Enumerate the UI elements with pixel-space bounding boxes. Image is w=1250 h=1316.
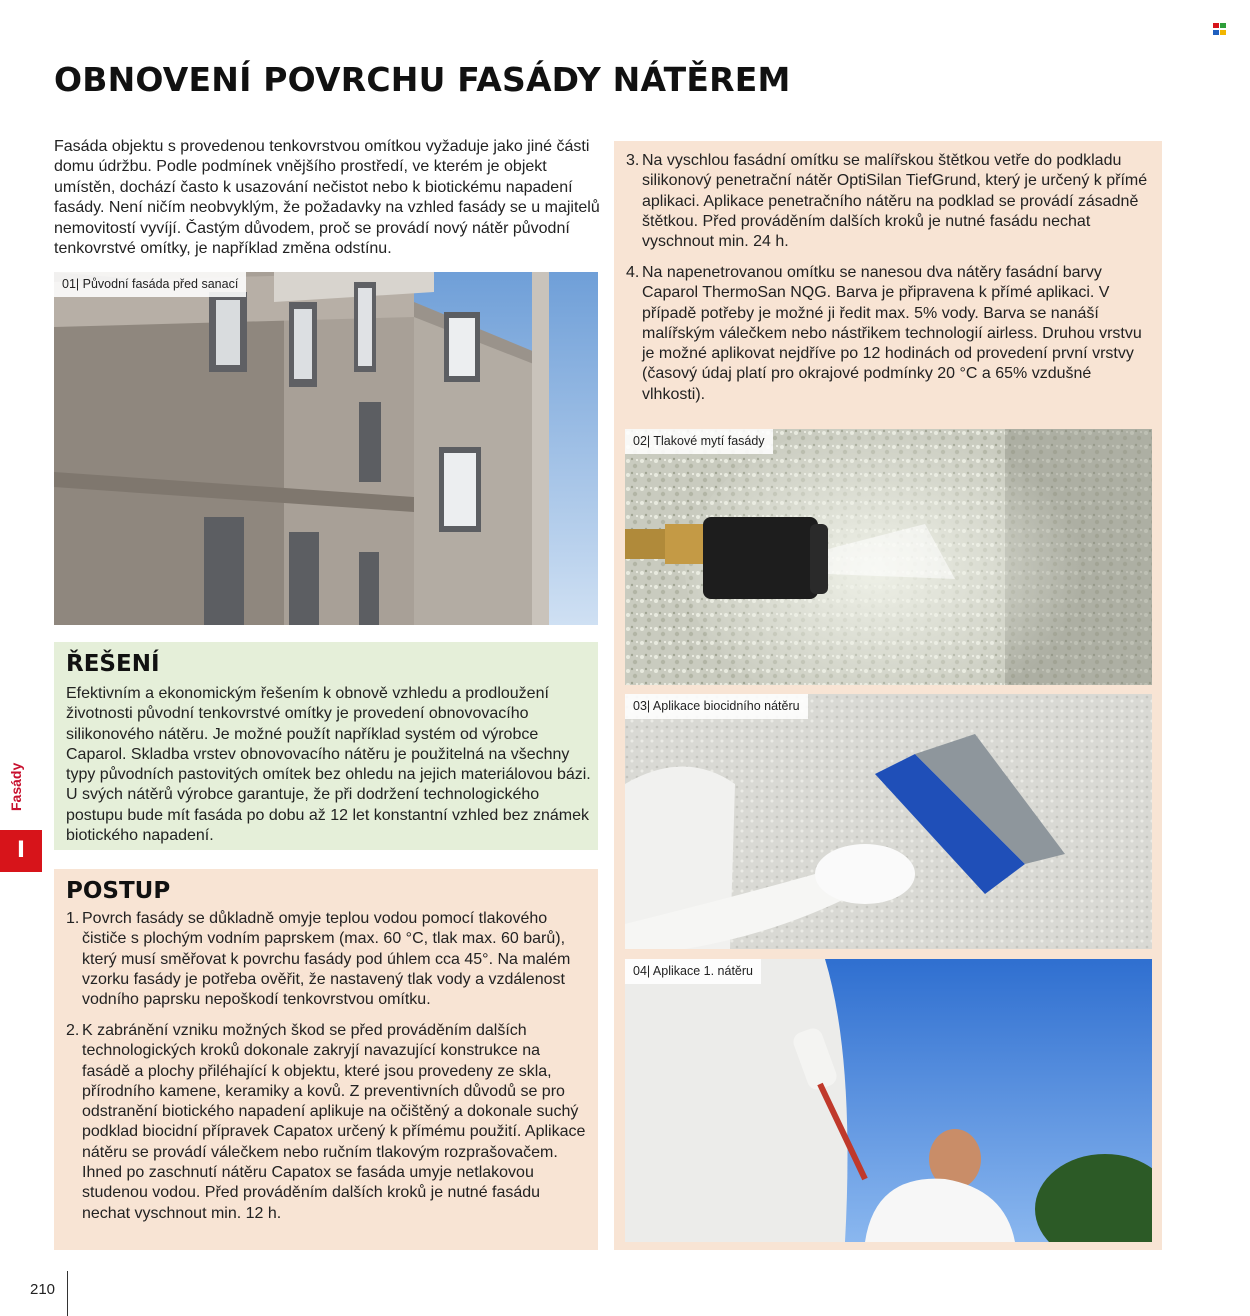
step-number: 2. xyxy=(66,1022,80,1039)
photo-pressure-washing xyxy=(625,429,1152,685)
photo-label: 04| Aplikace 1. nátěru xyxy=(625,959,761,984)
page-number: 210 xyxy=(30,1281,56,1298)
procedure-step xyxy=(66,1021,592,1224)
procedure-heading: POSTUP xyxy=(66,878,171,904)
step-text: Na napenetrovanou omítku se nanesou dva nátěry fasádní barvy Caparol ThermoSan NQG. Barva je připravena k přímé aplikaci. V případě potřeby je možné ji ředit max. 5% vody. Barva se nanáší malířským válečkem nebo nástřikem technologií airless. Druhou vrstvu je možné aplikovat nejdříve po 12 hodinách od provedení první vrstvy (časový údaj platí pro okrajové podmínky 20 °C a 65% vzdušné vlhkosti). xyxy=(642,264,1142,403)
solution-heading: ŘEŠENÍ xyxy=(66,651,160,677)
solution-text: Efektivním a ekonomickým řešením k obnově vzhledu a prodloužení životnosti původní tenkovrstvé omítky je provedení obnovovacího silikonového nátěru. Je možné použít například systém od výrobce Caparol. Skladba vrstev obnovovacího nátěru je použitelná na všechny typy původních pastovitých omítek bez ohledu na jejich materiálovou bázi. U svých nátěrů výrobce garantuje, že při dodržení technologického postupu bude mít fasáda po dobu až 12 let konstantní vzhled bez známek biotického napadení. xyxy=(66,685,591,845)
photo-label: 01| Původní fasáda před sanací xyxy=(54,272,246,297)
facade-illustration xyxy=(54,272,598,625)
chapter-tab-label: Fasády xyxy=(8,762,24,812)
photo-label: 02| Tlakové mytí fasády xyxy=(625,429,773,454)
photo-biocide-application xyxy=(625,694,1152,949)
procedure-step xyxy=(626,151,1150,252)
step-text: Povrch fasády se důkladně omyje teplou vodou pomocí tlakového čističe s plochým vodním paprskem (max. 60 °C, tlak max. 60 barů), který musí směřovat k povrchu fasády pod úhlem cca 45°. Na malém vzorku fasády je potřeba ověřit, že nastavený tlak vody a vzdálenost vodního paprsku nepoškodí tenkovrstvou omítku. xyxy=(82,910,571,1009)
step-number: 4. xyxy=(626,264,640,281)
solution-box xyxy=(54,642,598,850)
procedure-step xyxy=(626,263,1150,405)
brand-logo-icon xyxy=(1213,22,1227,36)
page-title: OBNOVENÍ POVRCHU FASÁDY NÁTĚREM xyxy=(54,60,791,99)
step-text: K zabránění vzniku možných škod se před prováděním dalších technologických kroků dokonale zakryjí navazující konstrukce na fasádě a plochy přiléhající k objektu, které jsou provedeny ze skla, přírodního kamene, keramiky a kovů. Z preventivních důvodů se pro odstranění biotického napadení aplikuje na očištěný a dokonale suchý podklad biocidní přípravek Capatox určený k přímému použití. Aplikace nátěru se provádí válečkem nebo ručním tlakovým rozprašovačem. Ihned po zaschnutí nátěru Capatox se fasáda umyje netlakovou studenou vodou. Před prováděním dalších kroků je nutné fasádu nechat vyschnout min. 12 h. xyxy=(82,1022,586,1222)
step-number: 3. xyxy=(626,152,640,169)
procedure-step xyxy=(66,909,592,1010)
step-text: Na vyschlou fasádní omítku se malířskou štětkou vetře do podkladu silikonový penetrační nátěr OptiSilan TiefGrund, který je určený k přímé aplikaci. Aplikace penetračního nátěru na podklad se provádí zásadně štětkou. Před prováděním dalších kroků je nutné fasádu nechat vyschnout min. 24 h. xyxy=(642,152,1148,251)
brush-application-illustration xyxy=(625,694,1152,949)
photo-first-coat xyxy=(625,959,1152,1242)
page-divider xyxy=(67,1271,68,1316)
photo-label: 03| Aplikace biocidního nátěru xyxy=(625,694,808,719)
procedure-box xyxy=(54,869,598,1250)
intro-paragraph: Fasáda objektu s provedenou tenkovrstvou omítkou vyžaduje jako jiné části domu údržbu. Podle podmínek vnějšího prostředí, ve kterém je objekt umístěn, dochází často k usazování nečistot nebo k biotickému napadení fasády. Není ničím neobvyklým, že požadavky na vzhled fasády se u majitelů nemovitostí vyvíjí. Častým důvodem, proč se provádí nový nátěr původní tenkovrstvé omítky, je například změna odstínu. xyxy=(54,138,600,258)
roller-application-illustration xyxy=(625,959,1152,1242)
step-number: 1. xyxy=(66,910,80,927)
pressure-wash-illustration xyxy=(625,429,1152,685)
chapter-tab-marker: I xyxy=(0,830,42,872)
photo-original-facade xyxy=(54,272,598,625)
